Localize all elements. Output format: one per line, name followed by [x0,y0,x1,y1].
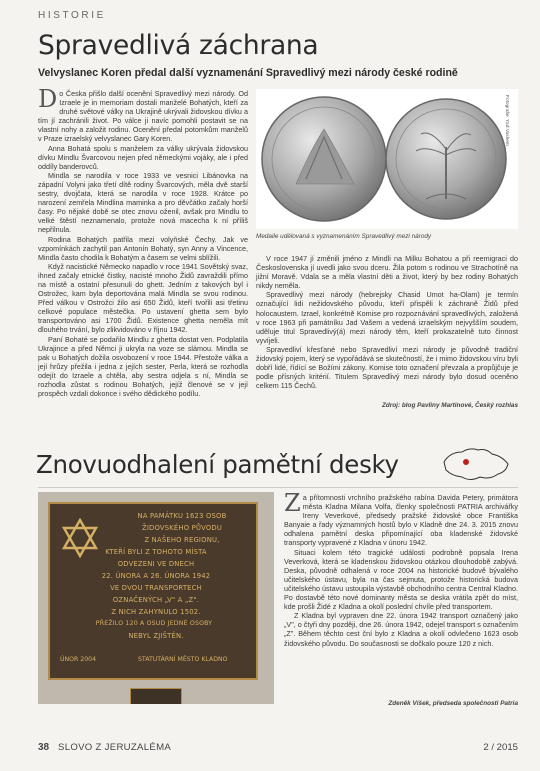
plaque-line: VE DVOU TRANSPORTECH [110,584,202,592]
paragraph: Za přítomnosti vrchního pražského rabína Davida Petery, primátora města Kladna Milana Volfa, členky společnosti PATRIA archivářky Ireny Veverkové, předsedy pražské židovské obce Františka Banyaie a řady významných hostů bylo v Kladně dne 24. 3. 2015 znovu odhalena pamětní deska připomínající oba kladenské židovské transporty vypravené z Kladna v únoru 1942. [284,489,518,548]
plaque-date: ÚNOR 2004 [60,656,97,663]
plaque-city: STATUTÁRNÍ MĚSTO KLADNO [138,656,228,663]
plaque-line: OZNAČENÝCH „V" A „Z". [112,596,200,604]
plaque-line: ŽIDOVSKÉHO PŮVODU [141,524,223,532]
paragraph: V roce 1947 jí změnili jméno z Mindli na Milku Bohatou a při reemigraci do Československa jí uvedli jako svou dceru. Žila potom s rodinou ve Strachotíně na jižní Moravě. Vdala se a měla vlastní děti a život, který by bez rodiny Bohatých nikdy neměla. [256,254,518,291]
paragraph: Paní Bohaté se podařilo Mindlu z ghetta dostat ven. Podplatila Ukrajince a před Němci ji ukryla na voze se slámou. Mindla se pak u Bohatých dožila osvobození v roce 1944. Přestože válka a její hrůzy přežila i jedna z jejích sester, Perla, která se rozhodla odejít do Izraele a chtěla, aby sestra odjela s ní, Mindla se rozhodla zůstat s rodinou Bohatých, jejíž členové se v její prospěch vzdali dokonce i svého dědického podílu. [38,334,248,399]
plaque-line: NA PAMÁTKU 1623 OSOB [137,512,227,520]
memorial-plaque [48,502,258,680]
article2-column [284,489,518,648]
plaque-line: Z NAŠEHO REGIONU, [144,536,220,544]
plaque-photo [38,492,274,704]
article1-column-right [256,254,518,390]
source-credit: Zdroj: blog Pavliny Martinové, Český rozhlas [381,402,518,409]
author-credit: Zdeněk Víšek, předseda společnosti Patria [388,700,518,707]
paragraph: Rodina Bohatých patřila mezi volyňské Čechy. Jak ve vzpomínkách zachytil pan Antonín Bohatý, syn Anny a Vincence, Mindla často chodila k Bohatým a časem se velmi sblížili. [38,234,248,262]
magazine-name: SLOVO Z JERUZALÉMA [58,742,172,753]
paragraph: Z Kladna byl vypraven dne 22. února 1942 transport označený jako „V", o čtyři dny později, dne 26. února 1942, odejel transport s označením „Z". Během těchto cest ční bylo z Kladna a okolí odvlečeno 1623 osob židovského původu. Do současnosti se dočkalo pouze 120 z nich. [284,611,518,648]
paragraph: Spravedliví křesťané nebo Spravedliví mezi národy je původně tradiční židovský pojem, který se vypořádává se skutečností, že i mimo židovskou víru byli dobří lidé, řídící se Božími zákony. Komise toto označení převzala a propůjčuje je podle přísných kritérií. Titulem Spravedlivý mezi národy bylo dosud oceněno celkem 115 Čechů. [256,344,518,391]
divider [38,487,518,488]
issue-number: 2 / 2015 [483,742,518,753]
plaque-line: ODVEZENI VE DNECH [117,560,195,568]
paragraph: Spravedlivý mezi národy (hebrejsky Chasid Umot ha-Olam) je termín označující lidi nežidovského původu, kteří přispěli k záchraně Židů před holocaustem. Izrael, konkrétně Komise pro rozpoznávání spravedlivých, založená v roce 1963 při památníku Jad Vašem a vedená izraelským nejvyšším soudem, uděluje titul Spravedlivý(á) mezi národy těm, kteří prokazatelně tuto činnost vyvíjeli. [256,290,518,345]
section-label: HISTORIE [38,10,106,21]
medal-caption: Medaile udělovaná s vyznamenáním Spravedlivý mezi národy [256,233,432,240]
medal-image [256,89,518,229]
paragraph: Do Česka přišlo další ocenění Spravedlivý mezi národy. Od Izraele je in memoriam dostali manželé Bohatých, kteří za druhé světové války na Ukrajině ukrývali židovskou dívku a tím jí zachránili život. Po válce ji navíc pomohli postavit se na vlastní nohy a založit rodinu. Ocenění předal potomkům manželů v Praze izraelský velvyslanec Gary Koren. [38,85,248,144]
medal-photo [256,89,518,229]
article-subtitle: Velvyslanec Koren předal další vyznamenání Spravedlivý mezi národy české rodině [38,67,458,79]
paragraph: Mindla se narodila v roce 1933 ve vesnici Libánovka na západní Volyni jako třetí dítě rodiny Švarcových, měla dvě starší sestry, dvojčata, která se narodila v roce 1928. Krátce po narození zemřela Mindlina maminka a pro děvčátko začaly horší časy. Po nějaké době se otec znovu oženil, avšak pro Mindlu to velké štěstí neznamenalo, protože nová macecha k ní příliš nepřilnula. [38,170,248,235]
czech-map [440,444,512,484]
plaque-line: 22. ÚNORA A 26. ÚNORA 1942 [101,572,211,580]
paragraph: Anna Bohatá spolu s manželem za války ukrývala židovskou dívku Mindlu Švarcovou nejen před německými vojáky, ale i před oddíly banderovců. [38,143,248,171]
czech-map-icon [440,444,512,484]
plaque-line: NEBYL ZJIŠTĚN. [128,632,184,640]
paragraph: Když nacistické Německo napadlo v roce 1941 Sovětský svaz, ihned začaly etnické čistky, nacisté mnoho Židů zavraždili přímo na místě a ostatní přesunuli do ghett. Jedním z takových byl i Ostrožec, kam byla deportována malá Mindla se svou rodinou. Před válkou v Ostrožci žilo asi 650 Židů, kteří tvořili asi třetinu celkové populace městečka. Po ustavení ghetta sem bylo transportováno asi 1700 Židů. Existence ghetta neměla mít dlouhého trvání, bylo zlikvidováno v říjnu 1942. [38,261,248,335]
photo-credit: Fotografie: Yad Vashem [504,95,509,146]
plaque-line: Z NICH ZAHYNULO 1502. [111,608,201,616]
article2-title: Znovuodhalení pamětní desky [36,450,399,479]
article1-column-left [38,85,248,399]
plaque-line: KTEŘÍ BYLI Z TOHOTO MÍSTA [105,548,207,556]
article-title: Spravedlivá záchrana [38,30,319,61]
kladno-dot [463,459,469,465]
plaque-line: PŘEŽILO 120 A OSUD JEDNÉ OSOBY [95,620,213,627]
paragraph: Situaci kolem této tragické události podrobně popsala Irena Veverková, která se kladenskou židovskou otázkou dlouhodobě zabývá. Deska, původně odhalená v roce 2004 na historické budově bývalého učitelského ústavu, byla na čas sejmuta, protože historická budova učitelského ústavu ustoupila výstavbě obchodního centra Central Kladno. Po dostavbě této nové dominanty města se deska vrátila zpět do míst, kde prošli Židé z Kladna a okolí poslední chvíle před transportem. [284,547,518,612]
page-number: 38 [38,742,50,753]
dropcap: Z [284,489,301,517]
small-plaque [130,688,182,704]
dropcap: D [38,85,58,113]
